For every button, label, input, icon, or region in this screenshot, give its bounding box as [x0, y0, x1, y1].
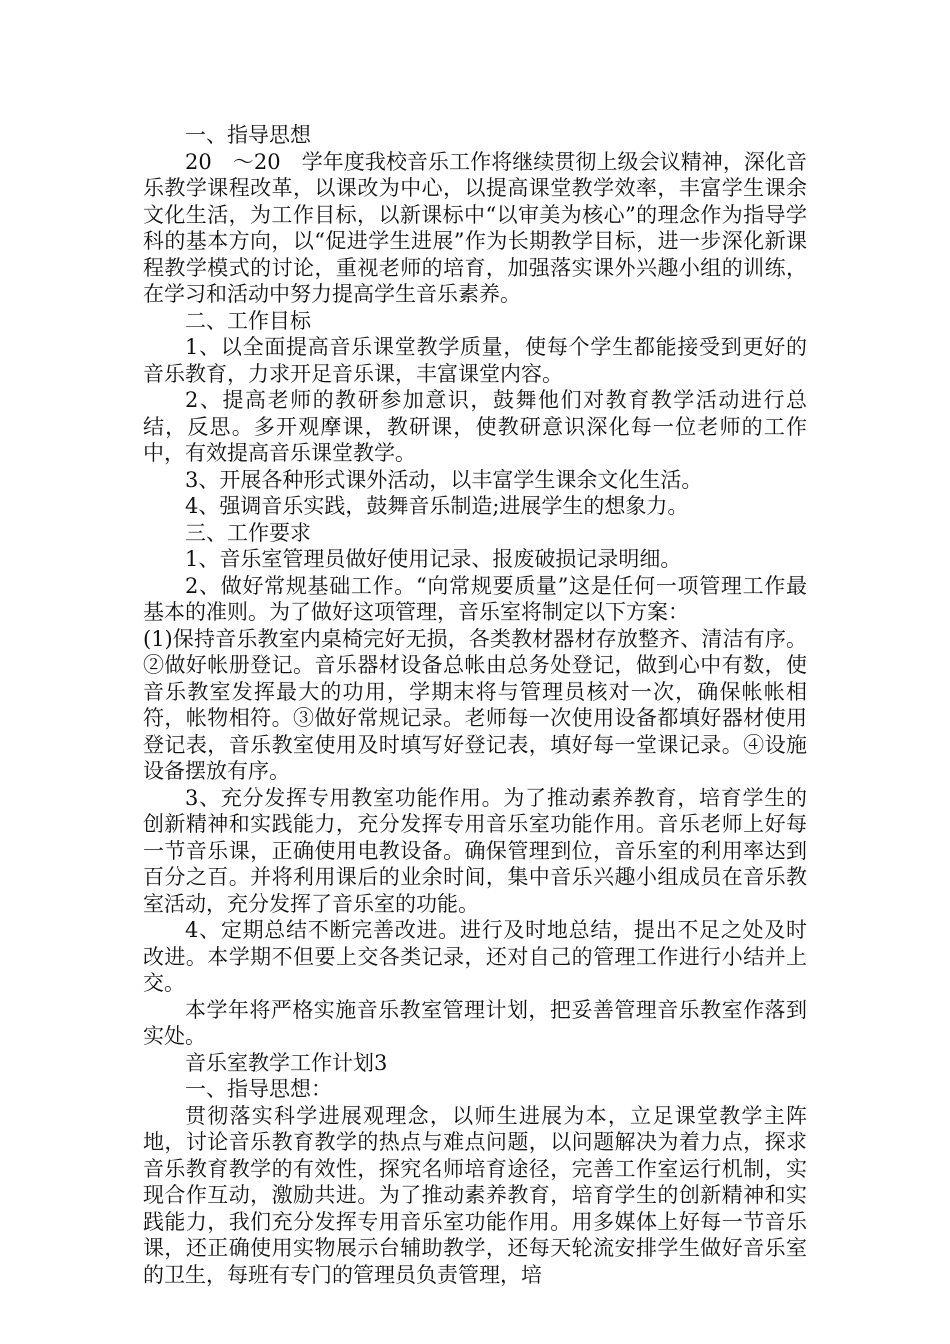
- paragraph: 4、强调音乐实践，鼓舞音乐制造;进展学生的想象力。: [185, 494, 689, 518]
- section-heading-guiding-ideology-2: 一、指导思想：: [185, 1077, 332, 1101]
- paragraph: 3、充分发挥专用教室功能作用。为了推动素养教育，培育学生的创新精神和实践能力，充分发挥专用音乐室功能作用。音乐老师上好每一节音乐课，正确使用电教设备。确保管理到位，音乐室的利用率达到百分之百。并将利用课后的业余时间，集中音乐兴趣小组成员在音乐教室活动，充分发挥了音乐室的功能。: [143, 785, 807, 916]
- paragraph: 1、以全面提高音乐课堂教学质量，使每个学生都能接受到更好的音乐教育，力求开足音乐课，丰富课堂内容。: [143, 335, 807, 386]
- section-heading-work-requirements: 三、工作要求: [185, 520, 311, 545]
- document-body: [143, 122, 807, 1288]
- paragraph: 2、做好常规基础工作。“向常规要质量”这是任何一项管理工作最基本的准则。为了做好这项管理，音乐室将制定以下方案：: [143, 573, 807, 624]
- section-heading-guiding-ideology: 一、指导思想: [185, 123, 311, 147]
- section-heading-work-goals: 二、工作目标: [185, 308, 311, 333]
- paragraph: 2、提高老师的教研参加意识，鼓舞他们对教育教学活动进行总结，反思。多开观摩课，教研课，使教研意识深化每一位老师的工作中，有效提高音乐课堂教学。: [143, 388, 807, 465]
- paragraph: 3、开展各种形式课外活动，以丰富学生课余文化生活。: [185, 467, 703, 492]
- paragraph: 20 ～20 学年度我校音乐工作将继续贯彻上级会议精神，深化音乐教学课程改革，以课改为中心，以提高课堂教学效率，丰富学生课余文化生活，为工作目标，以新课标中“以审美为核心”的理念作为指导学科的基本方向，以“促进学生进展”作为长期教学目标，进一步深化新课程教学模式的讨论，重视老师的培育，加强落实课外兴趣小组的训练，在学习和活动中努力提高学生音乐素养。: [143, 149, 807, 306]
- paragraph: 4、定期总结不断完善改进。进行及时地总结，提出不足之处及时改进。本学期不但要上交各类记录，还对自己的管理工作进行小结并上交。: [143, 918, 807, 995]
- paragraph: (1)保持音乐教室内桌椅完好无损，各类教材器材存放整齐、清洁有序。②做好帐册登记。音乐器材设备总帐由总务处登记，做到心中有数，使音乐教室发挥最大的功用，学期末将与管理员核对一次，确保帐帐相符，帐物相符。③做好常规记录。老师每一次使用设备都填好器材使用登记表，音乐教室使用及时填写好登记表，填好每一堂课记录。④设施设备摆放有序。: [143, 626, 807, 783]
- paragraph: 本学年将严格实施音乐教室管理计划，把妥善管理音乐教室作落到实处。: [143, 997, 807, 1048]
- document-subtitle: 音乐室教学工作计划3: [185, 1050, 388, 1075]
- paragraph: 贯彻落实科学进展观理念，以师生进展为本，立足课堂教学主阵地，讨论音乐教育教学的热点与难点问题，以问题解决为着力点，探求音乐教育教学的有效性，探究名师培育途径，完善工作室运行机制，实现合作互动，激励共进。为了推动素养教育，培育学生的创新精神和实践能力，我们充分发挥专用音乐室功能作用。用多媒体上好每一节音乐课，还正确使用实物展示台辅助教学，还每天轮流安排学生做好音乐室的卫生，每班有专门的管理员负责管理，培: [143, 1103, 807, 1287]
- paragraph: 1、音乐室管理员做好使用记录、报废破损记录明细。: [185, 547, 682, 571]
